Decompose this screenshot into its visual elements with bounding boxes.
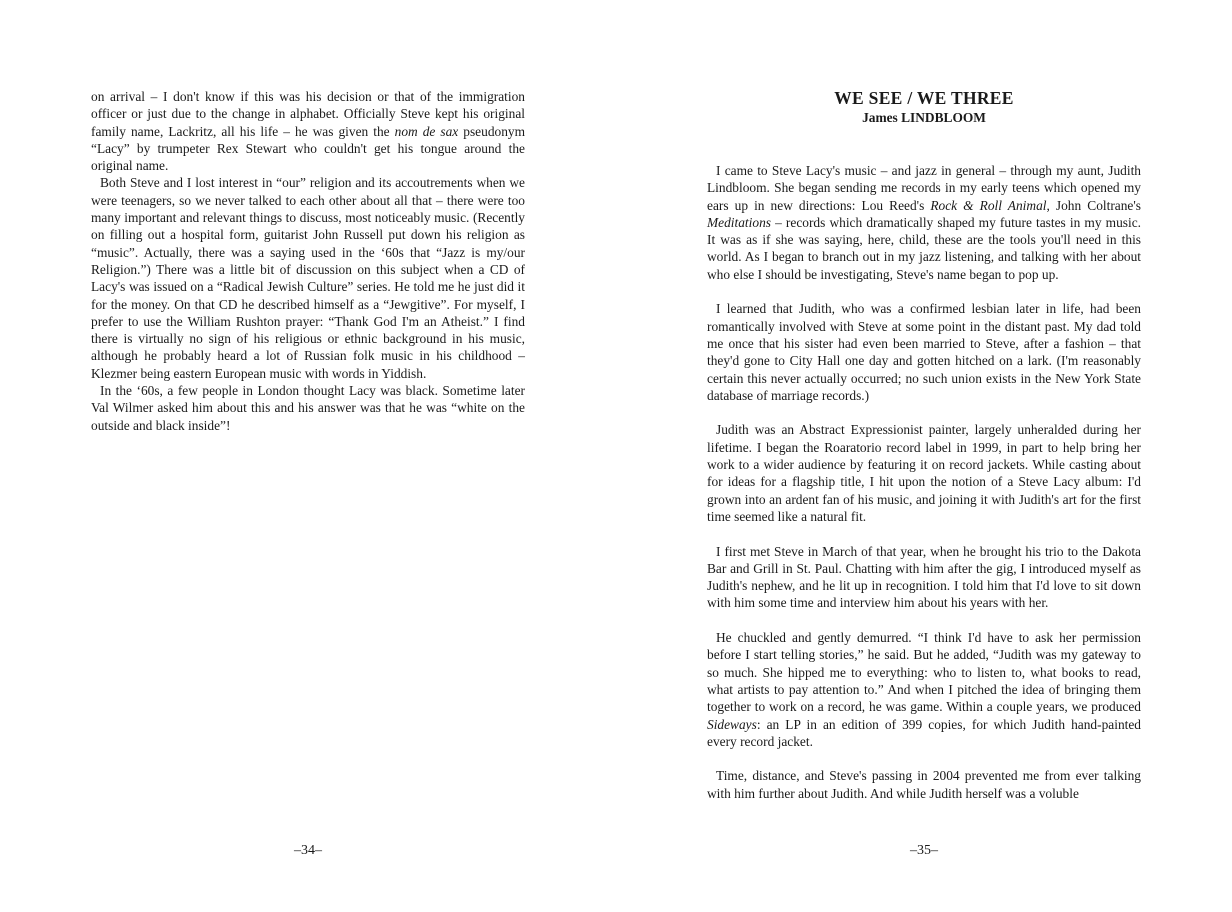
paragraph: Both Steve and I lost interest in “our” religion and its accoutrements when we were teenagers, so we never talked to each other about all that – there were too many important and relevant things to discuss, most noticeably music. (Recently on filling out a hospital form, guitarist John Russell put down his religion as “music”. Actually, there was a saying used in the ‘60s that “Jazz is my/our Religion.”) There was a little bit of discussion on this subject when a CD of Lacy's was issued on a “Radical Jewish Culture” series. He told me he just did it for the money. On that CD he described himself as a “Jewgitive”. For myself, I prefer to use the William Rushton prayer: “Thank God I'm an Atheist.” I find there is virtually no sign of his religious or ethnic background in his music, although he probably heard a lot of Russian folk music in his childhood – Klezmer being eastern European music with words in Yiddish. [91,175,525,381]
paragraph-text: : an LP in an edition of 399 copies, for which Judith hand-painted every record jacket. [707,716,1141,749]
left-page [91,0,525,912]
paragraph-text: I came to Steve Lacy's music – and jazz in general – through my aunt, Judith Lindbloom. She began sending me records in my early teens which opened my ears up in new directions: Lou Reed's [707,163,1141,213]
paragraph-text: pseudonym “Lacy” by trumpeter Rex Stewart who couldn't get his tongue around the original name. [91,123,526,174]
chapter-author: James LINDBLOOM [862,110,986,125]
paragraph-text: on arrival – I don't know if this was his decision or that of the immigration officer or just due to the change in alphabet. Officially Steve kept his original family name, Lackritz, all his life – he was given the [91,89,525,139]
paragraph-text: , John Coltrane's [1046,197,1141,213]
paragraph: I first met Steve in March of that year, when he brought his trio to the Dakota Bar and Grill in St. Paul. Chatting with him after the gig, I introduced myself as Judith's nephew, and he lit up in recognition. I told him that I'd love to sit down with him some time and interview him about his years with her. [707,543,1141,611]
page-number: –34– [294,843,322,858]
italic-title: Meditations [707,214,771,230]
italic-title: Rock & Roll Animal [930,197,1047,213]
chapter-heading [707,88,1141,126]
paragraph: Judith was an Abstract Expressionist painter, largely unheralded during her lifetime. I began the Roaratorio record label in 1999, in part to help bring her work to a wider audience by featuring it on record jackets. While casting about for ideas for a flagship title, I hit upon the notion of a Steve Lacy album: I'd grown into an ardent fan of his music, and joining it with Judith's art for the first time seemed like a natural fit. [707,422,1141,524]
page-number: –35– [910,843,938,858]
left-page-body [91,88,525,434]
paragraph-text: – records which dramatically shaped my future tastes in my music. It was as if she was saying, here, child, these are the tools you'll need in this world. As I began to branch out in my jazz listening, and talking with her about who else I should be investigating, Steve's name began to pop up. [707,214,1141,282]
italic-phrase: nom de sax [394,123,459,139]
paragraph: I learned that Judith, who was a confirmed lesbian later in life, had been romantically involved with Steve at some point in the distant past. My dad told me once that his sister had even been married to Steve, after a fashion – that they'd gone to City Hall one day and gotten hitched on a lark. (I'm reasonably certain this never actually occurred; no such union exists in the New York State database of marriage records.) [707,301,1141,403]
paragraph: Time, distance, and Steve's passing in 2004 prevented me from ever talking with him further about Judith. And while Judith herself was a voluble [707,768,1141,801]
right-page-body [707,162,1141,802]
paragraph [707,629,1141,750]
paragraph [91,88,525,174]
paragraph: In the ‘60s, a few people in London thought Lacy was black. Sometime later Val Wilmer asked him about this and his answer was that he was “white on the outside and black inside”! [91,383,525,433]
chapter-title: WE SEE / WE THREE [834,88,1014,108]
italic-title: Sideways [707,716,757,732]
right-page [707,0,1141,912]
paragraph [707,162,1141,283]
paragraph-text: He chuckled and gently demurred. “I think I'd have to ask her permission before I start telling stories,” he said. But he added, “Judith was my gateway to so much. She hipped me to everything: who to listen to, what books to read, what artists to pay attention to.” And when I pitched the idea of bringing them together to work on a record, he was game. Within a couple years, we produced [707,630,1141,715]
